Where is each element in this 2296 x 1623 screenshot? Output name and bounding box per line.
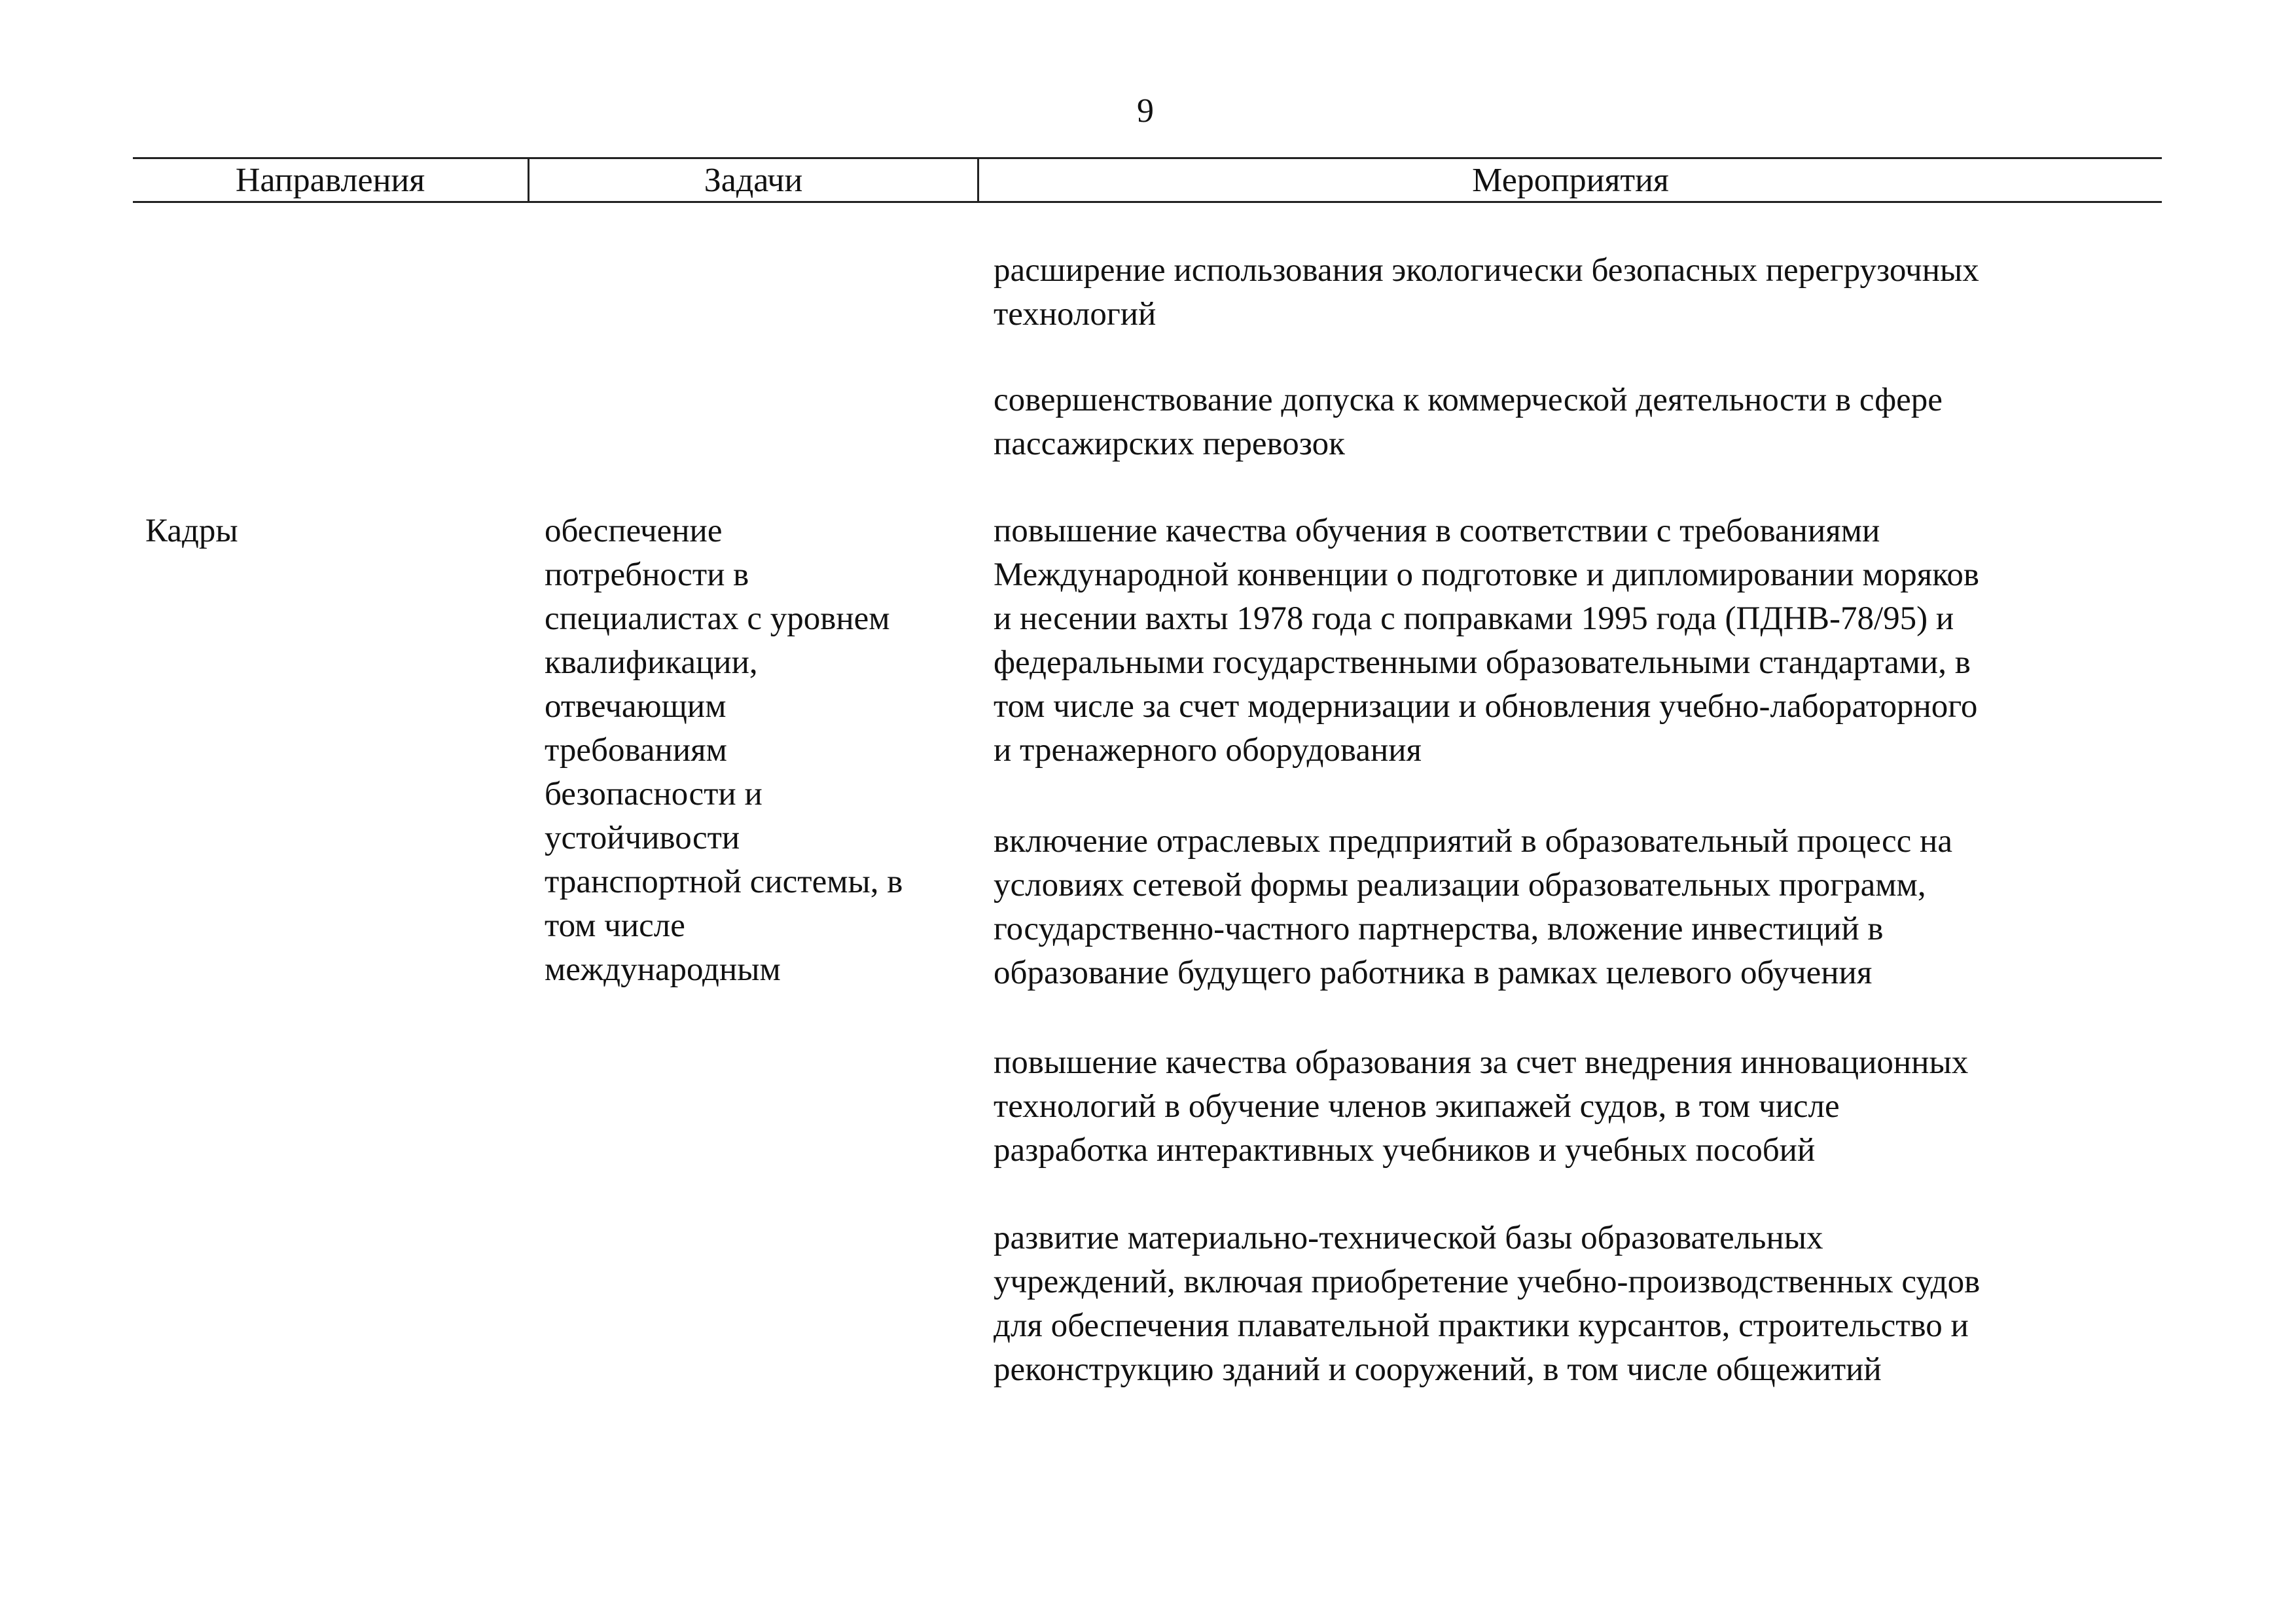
header-top-rule: [133, 157, 2162, 159]
direction-cell: Кадры: [145, 513, 238, 549]
header-bottom-rule: [133, 201, 2162, 203]
task-line: квалификации,: [545, 644, 758, 681]
measure-line: для обеспечения плавательной практики курсантов, строительство и: [994, 1307, 1969, 1344]
task-line: устойчивости: [545, 820, 740, 856]
measure-line: повышение качества обучения в соответствии с требованиями: [994, 513, 1880, 549]
measure-line: расширение использования экологически безопасных перегрузочных: [994, 252, 1979, 289]
measure-line: реконструкцию зданий и сооружений, в том числе общежитий: [994, 1351, 1882, 1388]
task-line: безопасности и: [545, 776, 762, 812]
measure-line: Международной конвенции о подготовке и дипломировании моряков: [994, 556, 1979, 593]
task-line: отвечающим: [545, 688, 726, 725]
task-cell: [545, 509, 963, 992]
header-tasks: Задачи: [704, 162, 803, 199]
measure-line: включение отраслевых предприятий в образовательный процесс на: [994, 823, 1952, 860]
measure-line: государственно-частного партнерства, вложение инвестиций в: [994, 911, 1884, 947]
measure-line: и тренажерного оборудования: [994, 732, 1422, 769]
measure-line: совершенствование допуска к коммерческой деятельности в сфере: [994, 382, 1943, 418]
header-directions: Направления: [235, 162, 425, 199]
measure-line: образование будущего работника в рамках целевого обучения: [994, 955, 1873, 991]
measure-line: пассажирских перевозок: [994, 426, 1345, 462]
task-line: специалистах с уровнем: [545, 600, 890, 637]
measure-block: [994, 378, 2165, 466]
measure-block: [994, 1216, 2165, 1392]
measure-line: условиях сетевой формы реализации образовательных программ,: [994, 867, 1926, 903]
header-measures: Мероприятия: [1472, 162, 1669, 199]
measure-block: [994, 509, 2165, 773]
page-number: 9: [1137, 92, 1154, 130]
measure-line: повышение качества образования за счет внедрения инновационных: [994, 1044, 1969, 1081]
task-line: международным: [545, 951, 781, 988]
task-line: требованиям: [545, 732, 727, 769]
measure-line: развитие материально-технической базы образовательных: [994, 1220, 1823, 1256]
task-line: потребности в: [545, 556, 749, 593]
measure-line: технологий: [994, 296, 1157, 333]
measure-block: [994, 820, 2165, 995]
task-line: обеспечение: [545, 513, 723, 549]
measure-line: и несении вахты 1978 года с поправками 1995 года (ПДНВ-78/95) и: [994, 600, 1954, 637]
measure-line: технологий в обучение членов экипажей судов, в том числе: [994, 1088, 1840, 1125]
measure-line: федеральными государственными образовательными стандартами, в: [994, 644, 1971, 681]
measure-line: том числе за счет модернизации и обновления учебно-лабораторного: [994, 688, 1978, 725]
measure-line: разработка интерактивных учебников и учебных пособий: [994, 1132, 1816, 1169]
task-line: том числе: [545, 907, 685, 944]
measure-block: [994, 249, 2165, 337]
measure-block: [994, 1041, 2165, 1173]
task-line: транспортной системы, в: [545, 864, 903, 900]
measure-line: учреждений, включая приобретение учебно-производственных судов: [994, 1264, 1981, 1300]
